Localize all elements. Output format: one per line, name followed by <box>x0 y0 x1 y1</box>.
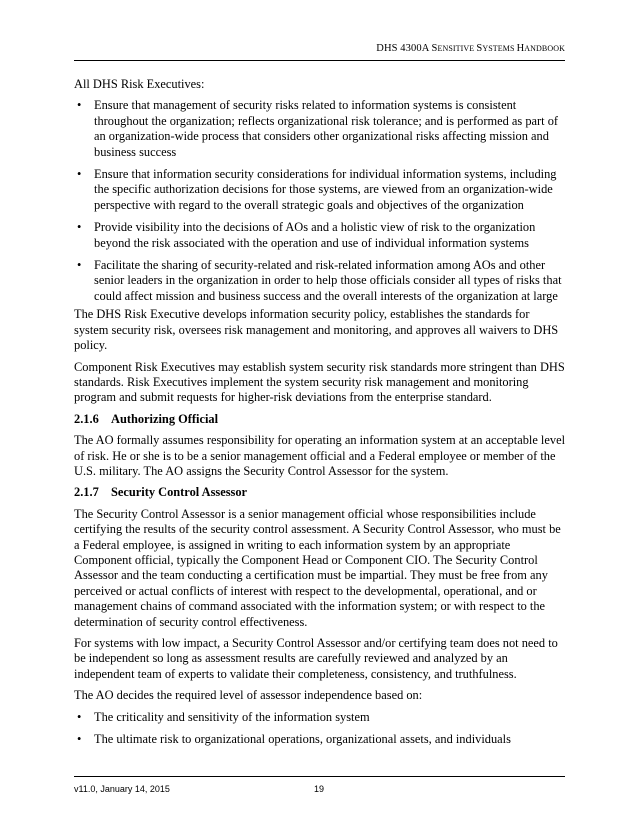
section-title: Security Control Assessor <box>111 485 248 500</box>
title-sensitive: ENSITIVE <box>437 44 477 53</box>
section-number: 2.1.6 <box>74 411 99 426</box>
section-title: Authorizing Official <box>111 411 219 426</box>
list-item-text: Ensure that information security considerations for individual information systems, including the specific authorization decisions for those systems, are viewed from an organization-wide perspective with regard to the overall strategic goals and objectives of the organization <box>94 167 557 212</box>
list-item <box>74 167 566 213</box>
list-item-text: The ultimate risk to organizational operations, organizational assets, and individuals <box>94 732 511 747</box>
title-cap-h: H <box>516 43 525 54</box>
section-heading-2-1-7 <box>74 485 566 500</box>
title-cap-s: S <box>431 43 438 54</box>
list-item-text: Ensure that management of security risks related to information systems is consistent throughout the organization; reflects organizational risk tolerance; and is performed as part of an organization-wide process that considers other organizational risks affecting mission and business success <box>94 98 559 159</box>
list-item-text: Facilitate the sharing of security-related and risk-related information among AOs and other senior leaders in the organization in order to help those officials consider all types of risks that could affect mission and business success and the overall interests of the organization at large <box>94 258 562 303</box>
bullet-icon: • <box>77 167 82 182</box>
list-item <box>74 98 566 160</box>
list-item <box>74 710 566 725</box>
ao-decides-paragraph: The AO decides the required level of assessor independence based on: <box>74 688 423 703</box>
title-prefix: DHS 4300A <box>376 43 432 54</box>
intro-paragraph: All DHS Risk Executives: <box>74 77 205 91</box>
list-item-text: Provide visibility into the decisions of AOs and a holistic view of risk to the organization beyond the risk associated with the operation and use of individual information systems <box>94 220 536 250</box>
handbook-title <box>376 43 565 54</box>
page-content <box>74 77 566 754</box>
authorizing-official-paragraph: The AO formally assumes responsibility for operating an information system at an acceptable level of risk. He or she is to be a senior management official and a Federal employee or member of the U.S. military. The AO assigns the Security Control Assessor for the system. <box>74 433 566 478</box>
page-number: 19 <box>314 784 325 794</box>
title-systems: YSTEMS <box>482 44 517 53</box>
bullet-icon: • <box>77 258 82 273</box>
bullet-icon: • <box>77 220 82 235</box>
page-header <box>74 40 565 61</box>
bullet-icon: • <box>77 732 82 747</box>
component-paragraph: Component Risk Executives may establish system security risk standards more stringent than DHS standards. Risk Executives implement the system security risk management and monitoring program and submit requests for higher-risk deviations from the enterprise standard. <box>74 359 565 405</box>
version-date: v11.0, January 14, 2015 <box>74 784 170 794</box>
title-handbook: ANDBOOK <box>524 44 565 53</box>
title-cap-s2: S <box>476 43 483 54</box>
section-number: 2.1.7 <box>74 485 99 500</box>
bullet-icon: • <box>77 709 82 724</box>
bullet-icon: • <box>77 98 82 113</box>
page-footer <box>74 776 565 794</box>
risk-executive-bullets <box>74 98 566 304</box>
list-item <box>74 732 566 747</box>
section-heading-2-1-6 <box>74 412 566 427</box>
list-item-text: The criticality and sensitivity of the information system <box>94 709 370 724</box>
independence-bullets <box>74 710 566 748</box>
list-item <box>74 220 566 251</box>
list-item <box>74 258 566 304</box>
risk-executive-paragraph: The DHS Risk Executive develops information security policy, establishes the standards for system security risk, oversees risk management and monitoring, and approves all waivers to DHS policy. <box>74 307 559 353</box>
low-impact-paragraph: For systems with low impact, a Security Control Assessor and/or certifying team does not need to be independent so long as assessment results are carefully reviewed and analyzed by an independent team of experts to validate their completeness, consistency, and truthfulness. <box>74 636 558 681</box>
security-control-assessor-paragraph: The Security Control Assessor is a senior management official whose responsibilities include certifying the results of the security control assessment. A Security Control Assessor, who must be a Federal employee, is assigned in writing to each information system by an appropriate Component official, typically the Component Head or Component CIO. The Security Control Assessor and the team conducting a certification must be impartial. They must be free from any perceived or actual conflicts of interest with respect to the developmental, operational, and or management chains of command associated with the information system; or with respect to the determination of security control effectiveness. <box>74 506 561 629</box>
